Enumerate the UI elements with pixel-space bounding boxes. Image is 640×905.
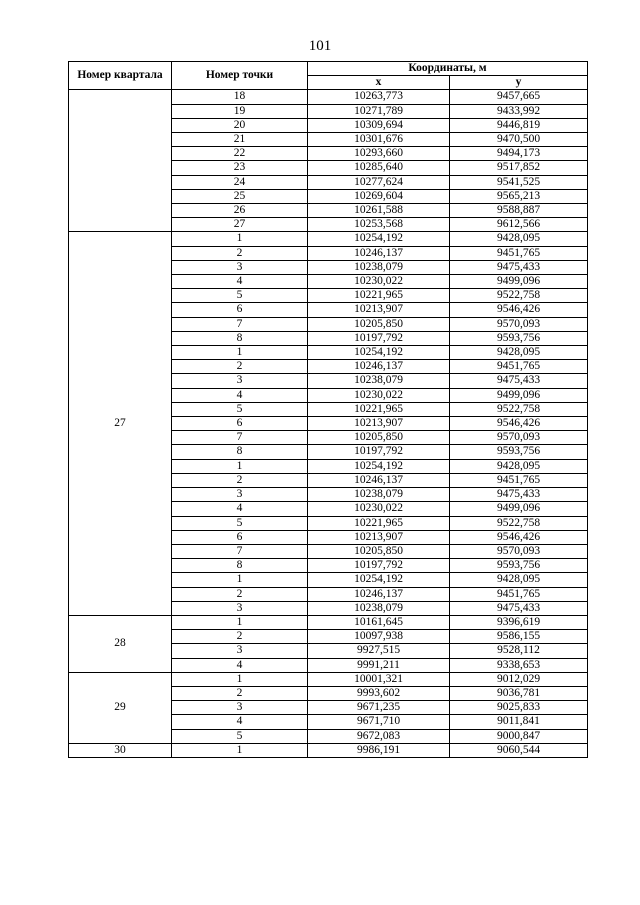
x-coordinate-cell: 10221,965: [308, 289, 450, 303]
point-number-cell: 25: [172, 189, 308, 203]
x-coordinate-cell: 10293,660: [308, 147, 450, 161]
y-coordinate-cell: 9517,852: [450, 161, 588, 175]
header-x: x: [308, 76, 450, 90]
point-number-cell: 2: [172, 630, 308, 644]
x-coordinate-cell: 10230,022: [308, 275, 450, 289]
table-row: [69, 232, 588, 246]
y-coordinate-cell: 9451,765: [450, 473, 588, 487]
x-coordinate-cell: 9991,211: [308, 658, 450, 672]
y-coordinate-cell: 9428,095: [450, 232, 588, 246]
x-coordinate-cell: 10205,850: [308, 544, 450, 558]
point-number-cell: 1: [172, 573, 308, 587]
y-coordinate-cell: 9446,819: [450, 118, 588, 132]
x-coordinate-cell: 10230,022: [308, 502, 450, 516]
y-coordinate-cell: 9475,433: [450, 260, 588, 274]
header-point-number: Номер точки: [172, 62, 308, 90]
point-number-cell: 4: [172, 715, 308, 729]
y-coordinate-cell: 9522,758: [450, 289, 588, 303]
x-coordinate-cell: 10254,192: [308, 459, 450, 473]
x-coordinate-cell: 10271,789: [308, 104, 450, 118]
header-coordinates: Координаты, м: [308, 62, 588, 76]
y-coordinate-cell: 9451,765: [450, 587, 588, 601]
table-row: [69, 672, 588, 686]
x-coordinate-cell: 10301,676: [308, 133, 450, 147]
block-number-cell: 28: [69, 615, 172, 672]
x-coordinate-cell: 10238,079: [308, 601, 450, 615]
point-number-cell: 2: [172, 587, 308, 601]
y-coordinate-cell: 9528,112: [450, 644, 588, 658]
x-coordinate-cell: 10213,907: [308, 530, 450, 544]
x-coordinate-cell: 9671,235: [308, 701, 450, 715]
x-coordinate-cell: 10161,645: [308, 615, 450, 629]
x-coordinate-cell: 10254,192: [308, 573, 450, 587]
block-number-cell: 29: [69, 672, 172, 743]
x-coordinate-cell: 10246,137: [308, 360, 450, 374]
x-coordinate-cell: 10246,137: [308, 473, 450, 487]
page-number: 101: [308, 38, 332, 54]
table-row: [69, 743, 588, 757]
table-row: [69, 615, 588, 629]
x-coordinate-cell: 9993,602: [308, 686, 450, 700]
point-number-cell: 4: [172, 388, 308, 402]
y-coordinate-cell: 9570,093: [450, 317, 588, 331]
x-coordinate-cell: 10246,137: [308, 587, 450, 601]
point-number-cell: 4: [172, 658, 308, 672]
coordinates-table: [68, 61, 588, 758]
point-number-cell: 6: [172, 530, 308, 544]
y-coordinate-cell: 9499,096: [450, 388, 588, 402]
table-header: [69, 62, 588, 90]
y-coordinate-cell: 9457,665: [450, 90, 588, 104]
x-coordinate-cell: 10197,792: [308, 331, 450, 345]
x-coordinate-cell: 10213,907: [308, 303, 450, 317]
y-coordinate-cell: 9546,426: [450, 417, 588, 431]
y-coordinate-cell: 9546,426: [450, 530, 588, 544]
x-coordinate-cell: 10253,568: [308, 218, 450, 232]
x-coordinate-cell: 10254,192: [308, 346, 450, 360]
x-coordinate-cell: 10197,792: [308, 445, 450, 459]
point-number-cell: 4: [172, 502, 308, 516]
point-number-cell: 6: [172, 303, 308, 317]
x-coordinate-cell: 10230,022: [308, 388, 450, 402]
point-number-cell: 1: [172, 672, 308, 686]
point-number-cell: 7: [172, 544, 308, 558]
point-number-cell: 1: [172, 346, 308, 360]
x-coordinate-cell: 9671,710: [308, 715, 450, 729]
y-coordinate-cell: 9570,093: [450, 544, 588, 558]
y-coordinate-cell: 9451,765: [450, 246, 588, 260]
point-number-cell: 21: [172, 133, 308, 147]
y-coordinate-cell: 9428,095: [450, 573, 588, 587]
point-number-cell: 5: [172, 289, 308, 303]
y-coordinate-cell: 9546,426: [450, 303, 588, 317]
point-number-cell: 2: [172, 686, 308, 700]
y-coordinate-cell: 9475,433: [450, 601, 588, 615]
y-coordinate-cell: 9036,781: [450, 686, 588, 700]
point-number-cell: 2: [172, 360, 308, 374]
point-number-cell: 4: [172, 275, 308, 289]
x-coordinate-cell: 10238,079: [308, 374, 450, 388]
x-coordinate-cell: 9672,083: [308, 729, 450, 743]
y-coordinate-cell: 9451,765: [450, 360, 588, 374]
y-coordinate-cell: 9428,095: [450, 346, 588, 360]
y-coordinate-cell: 9338,653: [450, 658, 588, 672]
header-y: y: [450, 76, 588, 90]
header-block-number: Номер квартала: [69, 62, 172, 90]
y-coordinate-cell: 9499,096: [450, 275, 588, 289]
y-coordinate-cell: 9570,093: [450, 431, 588, 445]
point-number-cell: 1: [172, 743, 308, 757]
point-number-cell: 7: [172, 317, 308, 331]
x-coordinate-cell: 9986,191: [308, 743, 450, 757]
y-coordinate-cell: 9586,155: [450, 630, 588, 644]
point-number-cell: 3: [172, 488, 308, 502]
block-number-cell: 27: [69, 232, 172, 615]
point-number-cell: 26: [172, 204, 308, 218]
x-coordinate-cell: 10277,624: [308, 175, 450, 189]
point-number-cell: 2: [172, 246, 308, 260]
x-coordinate-cell: 10221,965: [308, 402, 450, 416]
point-number-cell: 8: [172, 559, 308, 573]
y-coordinate-cell: 9060,544: [450, 743, 588, 757]
point-number-cell: 1: [172, 232, 308, 246]
y-coordinate-cell: 9541,525: [450, 175, 588, 189]
point-number-cell: 6: [172, 417, 308, 431]
point-number-cell: 20: [172, 118, 308, 132]
point-number-cell: 3: [172, 374, 308, 388]
point-number-cell: 2: [172, 473, 308, 487]
y-coordinate-cell: 9522,758: [450, 402, 588, 416]
y-coordinate-cell: 9494,173: [450, 147, 588, 161]
y-coordinate-cell: 9011,841: [450, 715, 588, 729]
point-number-cell: 24: [172, 175, 308, 189]
point-number-cell: 1: [172, 459, 308, 473]
block-number-cell: [69, 90, 172, 232]
point-number-cell: 5: [172, 729, 308, 743]
x-coordinate-cell: 10213,907: [308, 417, 450, 431]
x-coordinate-cell: 10205,850: [308, 431, 450, 445]
y-coordinate-cell: 9612,566: [450, 218, 588, 232]
x-coordinate-cell: 10309,694: [308, 118, 450, 132]
point-number-cell: 3: [172, 260, 308, 274]
x-coordinate-cell: 9927,515: [308, 644, 450, 658]
x-coordinate-cell: 10238,079: [308, 260, 450, 274]
point-number-cell: 5: [172, 516, 308, 530]
y-coordinate-cell: 9593,756: [450, 445, 588, 459]
x-coordinate-cell: 10221,965: [308, 516, 450, 530]
y-coordinate-cell: 9012,029: [450, 672, 588, 686]
x-coordinate-cell: 10001,321: [308, 672, 450, 686]
point-number-cell: 7: [172, 431, 308, 445]
point-number-cell: 23: [172, 161, 308, 175]
y-coordinate-cell: 9475,433: [450, 374, 588, 388]
y-coordinate-cell: 9588,887: [450, 204, 588, 218]
point-number-cell: 8: [172, 331, 308, 345]
x-coordinate-cell: 10246,137: [308, 246, 450, 260]
y-coordinate-cell: 9593,756: [450, 331, 588, 345]
point-number-cell: 1: [172, 615, 308, 629]
x-coordinate-cell: 10263,773: [308, 90, 450, 104]
x-coordinate-cell: 10238,079: [308, 488, 450, 502]
x-coordinate-cell: 10197,792: [308, 559, 450, 573]
y-coordinate-cell: 9396,619: [450, 615, 588, 629]
point-number-cell: 18: [172, 90, 308, 104]
y-coordinate-cell: 9565,213: [450, 189, 588, 203]
point-number-cell: 5: [172, 402, 308, 416]
point-number-cell: 19: [172, 104, 308, 118]
x-coordinate-cell: 10254,192: [308, 232, 450, 246]
y-coordinate-cell: 9593,756: [450, 559, 588, 573]
y-coordinate-cell: 9475,433: [450, 488, 588, 502]
y-coordinate-cell: 9522,758: [450, 516, 588, 530]
point-number-cell: 3: [172, 601, 308, 615]
x-coordinate-cell: 10097,938: [308, 630, 450, 644]
y-coordinate-cell: 9000,847: [450, 729, 588, 743]
x-coordinate-cell: 10261,588: [308, 204, 450, 218]
point-number-cell: 8: [172, 445, 308, 459]
y-coordinate-cell: 9428,095: [450, 459, 588, 473]
table-body: [69, 90, 588, 758]
x-coordinate-cell: 10205,850: [308, 317, 450, 331]
point-number-cell: 3: [172, 701, 308, 715]
y-coordinate-cell: 9470,500: [450, 133, 588, 147]
table-row: [69, 90, 588, 104]
y-coordinate-cell: 9025,833: [450, 701, 588, 715]
block-number-cell: 30: [69, 743, 172, 757]
x-coordinate-cell: 10285,640: [308, 161, 450, 175]
point-number-cell: 3: [172, 644, 308, 658]
y-coordinate-cell: 9433,992: [450, 104, 588, 118]
x-coordinate-cell: 10269,604: [308, 189, 450, 203]
point-number-cell: 22: [172, 147, 308, 161]
point-number-cell: 27: [172, 218, 308, 232]
y-coordinate-cell: 9499,096: [450, 502, 588, 516]
